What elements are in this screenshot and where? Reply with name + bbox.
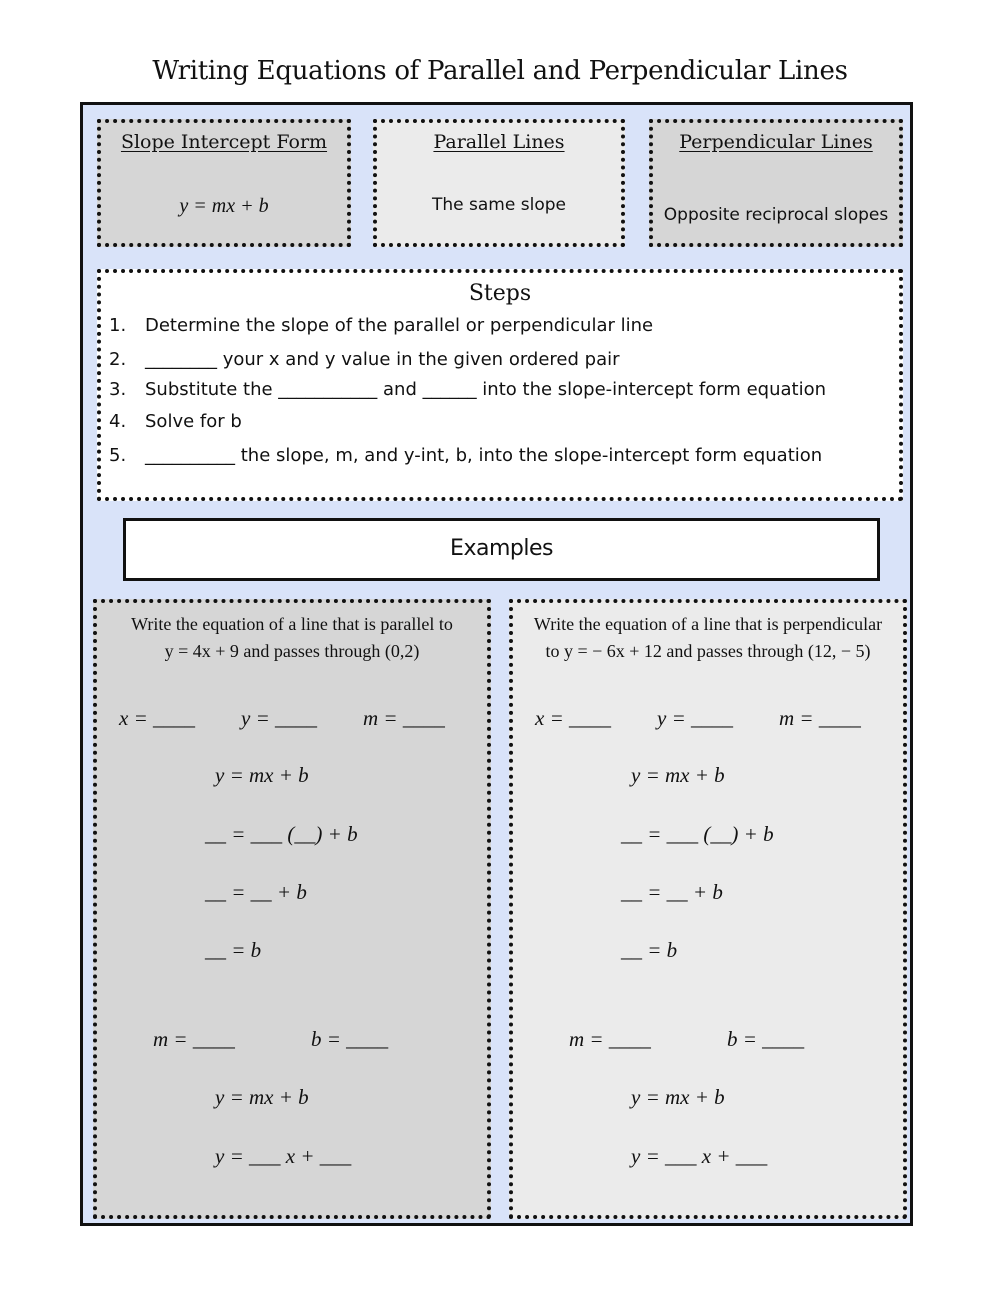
step-item [109, 379, 826, 400]
example-parallel-panel [93, 599, 491, 1219]
step-item [109, 349, 620, 370]
equation-line: y = mx + b [215, 1085, 309, 1109]
equation-line: y = mx + b [631, 1085, 725, 1109]
m-result-blank: m = ____ [153, 1027, 235, 1051]
example-prompt [513, 611, 903, 665]
equation-line: y = mx + b [215, 763, 309, 787]
equation-line: __ = __ + b [621, 880, 723, 904]
step-text: Solve for b [145, 411, 242, 432]
y-value-blank: y = ____ [657, 706, 733, 730]
step-item [109, 315, 653, 336]
step-number: 5. [109, 445, 127, 466]
b-result-blank: b = ____ [727, 1027, 805, 1051]
slope-intercept-formula: y = mx + b [179, 195, 269, 217]
slope-intercept-heading: Slope Intercept Form [120, 131, 328, 153]
equation-line: __ = b [621, 938, 678, 962]
equation-line: y = mx + b [631, 763, 725, 787]
perpendicular-lines-rule: Opposite reciprocal slopes [663, 205, 889, 225]
x-value-blank: x = ____ [535, 706, 611, 730]
y-value-blank: y = ____ [241, 706, 317, 730]
example-prompt-line: y = 4x + 9 and passes through (0,2) [164, 641, 420, 661]
parallel-lines-heading: Parallel Lines [433, 131, 565, 153]
m-value-blank: m = ____ [363, 706, 445, 730]
example-prompt-line: to y = − 6x + 12 and passes through (12, − 5) [545, 641, 871, 661]
step-item [109, 445, 822, 466]
step-text: Substitute the ___________ and ______ into the slope-intercept form equation [145, 379, 826, 400]
perpendicular-lines-box [649, 119, 903, 247]
final-equation: y = ___ x + ___ [631, 1144, 768, 1168]
steps-title: Steps [468, 281, 532, 306]
example-prompt [97, 611, 487, 665]
step-text: __________ the slope, m, and y-int, b, into the slope-intercept form equation [145, 445, 823, 466]
final-equation: y = ___ x + ___ [215, 1144, 352, 1168]
step-text: ________ your x and y value in the given ordered pair [145, 349, 620, 370]
step-number: 3. [109, 379, 127, 400]
parallel-lines-box [373, 119, 625, 247]
step-item [109, 411, 242, 432]
equation-line: __ = b [205, 938, 262, 962]
perpendicular-lines-heading: Perpendicular Lines [679, 131, 873, 153]
equation-line: __ = ___ (__) + b [621, 822, 774, 846]
parallel-lines-rule: The same slope [432, 195, 566, 215]
equation-line: __ = __ + b [205, 880, 307, 904]
example-perpendicular-panel [509, 599, 907, 1219]
page-title: Writing Equations of Parallel and Perpendicular Lines [152, 56, 848, 86]
example-prompt-line: Write the equation of a line that is parallel to [131, 614, 453, 634]
step-text: Determine the slope of the parallel or perpendicular line [145, 315, 654, 336]
m-value-blank: m = ____ [779, 706, 861, 730]
worksheet-frame [80, 102, 913, 1226]
b-result-blank: b = ____ [311, 1027, 389, 1051]
slope-intercept-box [97, 119, 351, 247]
step-number: 4. [109, 411, 127, 432]
x-value-blank: x = ____ [119, 706, 195, 730]
m-result-blank: m = ____ [569, 1027, 651, 1051]
step-number: 1. [109, 315, 127, 336]
example-prompt-line: Write the equation of a line that is perpendicular [533, 614, 883, 634]
equation-line: __ = ___ (__) + b [205, 822, 358, 846]
examples-header: Examples [123, 518, 880, 581]
steps-box [97, 269, 903, 501]
step-number: 2. [109, 349, 127, 370]
